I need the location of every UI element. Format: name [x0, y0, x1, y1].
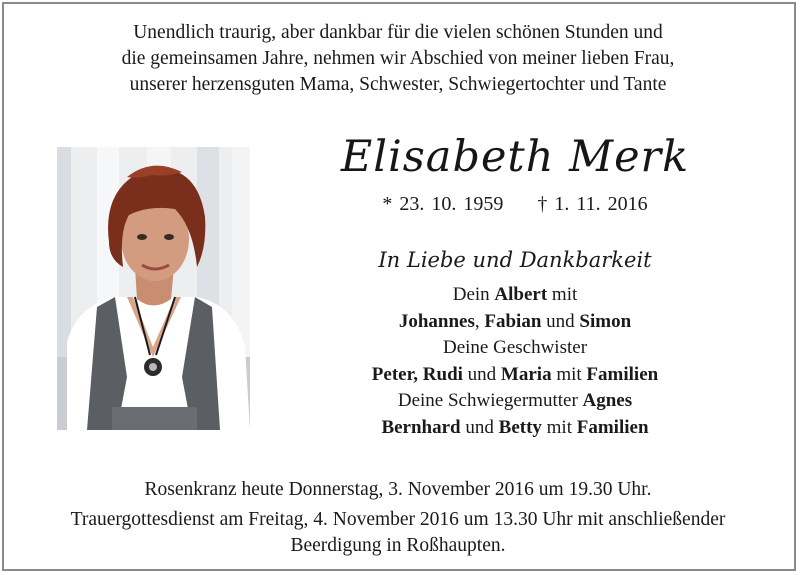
- mourner-name: Familien: [576, 416, 649, 438]
- intro-line: die gemeinsamen Jahre, nehmen wir Abschied von meiner lieben Frau,: [121, 48, 675, 69]
- dedication-heading: In Liebe und Dankbarkeit: [378, 248, 652, 272]
- mourners-text: und: [462, 363, 501, 385]
- life-dates: [330, 193, 700, 216]
- burial-line: Beerdigung in Roßhaupten.: [290, 535, 506, 556]
- mourner-name: Albert: [494, 284, 548, 305]
- mourner-name: Johannes: [398, 310, 475, 332]
- intro-text: [0, 20, 796, 98]
- mourners-text: und: [541, 310, 580, 332]
- mourners-line: [300, 335, 730, 362]
- mourner-name: Maria: [500, 363, 552, 385]
- intro-line: unserer herzensguten Mama, Schwester, Schwiegertochter und Tante: [129, 74, 667, 95]
- mourner-name: Bernhard: [381, 416, 461, 438]
- mourners-line: [300, 309, 730, 336]
- deceased-name: Elisabeth Merk: [340, 132, 690, 182]
- mourner-name: Betty: [498, 416, 542, 438]
- intro-line: Unendlich traurig, aber dankbar für die vielen schönen Stunden und: [133, 22, 663, 43]
- portrait-photo: [57, 147, 250, 430]
- mourners-text: Deine Schwiegermutter: [397, 390, 583, 411]
- mourners-line: [300, 362, 730, 389]
- mourners-text: ,: [474, 310, 485, 332]
- mourners-text: Deine Geschwister: [442, 337, 588, 358]
- mourner-name: Peter, Rudi: [371, 363, 463, 385]
- mourner-name: Fabian: [484, 310, 542, 332]
- rosary-line: Rosenkranz heute Donnerstag, 3. November 2016 um 19.30 Uhr.: [144, 479, 652, 500]
- funeral-line: Trauergottesdienst am Freitag, 4. November 2016 um 13.30 Uhr mit anschließender: [70, 509, 726, 530]
- mourners-line: [300, 282, 730, 309]
- birth-date: * 23. 10. 1959: [382, 193, 504, 215]
- mourner-name: Agnes: [582, 390, 633, 411]
- mourner-name: Simon: [579, 310, 632, 332]
- service-info: [0, 477, 796, 559]
- mourners-text: mit: [547, 284, 578, 305]
- mourners-line: [300, 415, 730, 442]
- mourners-line: [300, 388, 730, 415]
- mourners-text: mit: [551, 363, 587, 385]
- mourners-list: [300, 282, 730, 441]
- mourners-text: und: [460, 416, 499, 438]
- death-date: † 1. 11. 2016: [537, 193, 648, 215]
- mourner-name: Familien: [586, 363, 659, 385]
- mourners-text: Dein: [452, 284, 495, 305]
- mourners-text: mit: [541, 416, 577, 438]
